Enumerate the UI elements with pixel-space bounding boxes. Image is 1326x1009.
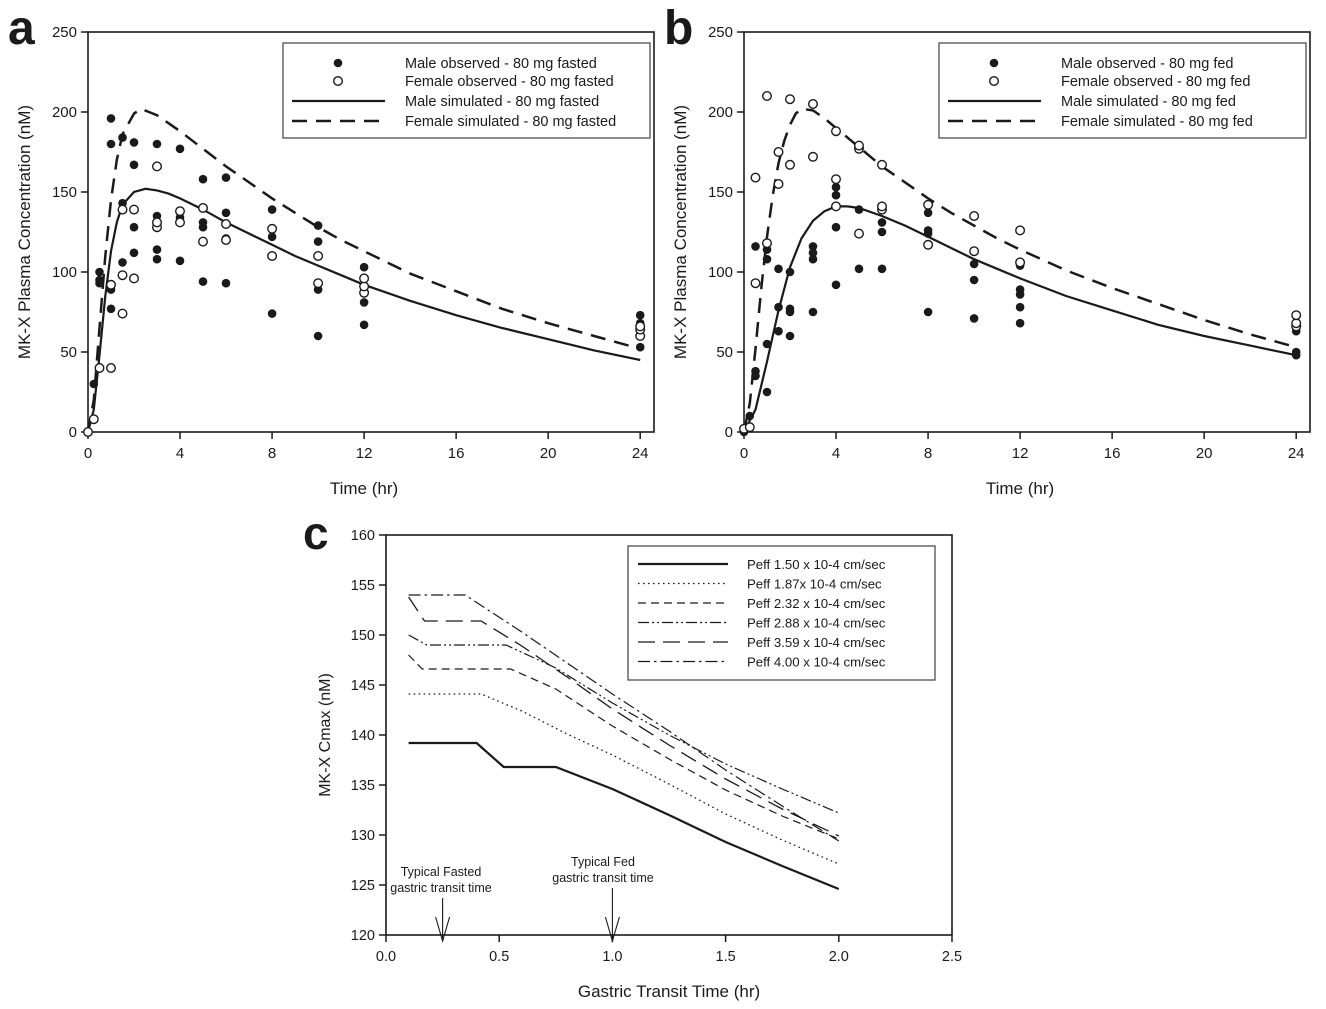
filled-circle [763, 255, 772, 264]
filled-circle [809, 308, 818, 317]
y-tick-label: 200 [51, 104, 77, 121]
y-tick-label: 125 [350, 878, 375, 894]
series-line [744, 109, 1296, 432]
filled-circle [360, 321, 369, 330]
filled-circle [90, 380, 99, 389]
filled-circle [153, 255, 162, 264]
filled-circle [970, 260, 979, 269]
open-circle [774, 180, 783, 189]
y-tick-label: 150 [350, 628, 375, 644]
y-tick-label: 0 [68, 424, 77, 441]
x-tick-label: 12 [1011, 445, 1029, 462]
open-circle [268, 252, 277, 261]
filled-circle [763, 388, 772, 397]
filled-circle [334, 59, 343, 68]
filled-circle [176, 257, 185, 266]
legend-label: Male simulated - 80 mg fed [1061, 94, 1236, 110]
legend [939, 43, 1306, 138]
open-circle [84, 428, 93, 437]
x-tick-label: 24 [631, 445, 649, 462]
open-circle [1016, 258, 1025, 267]
open-circle [763, 239, 772, 248]
y-tick-label: 50 [716, 344, 733, 361]
filled-circle [970, 276, 979, 285]
y-axis-title: MK-X Plasma Concentration (nM) [671, 104, 690, 360]
filled-circle [130, 249, 139, 258]
y-tick-label: 120 [350, 928, 375, 944]
legend-label: Male observed - 80 mg fasted [405, 56, 597, 72]
scatter-series [740, 183, 1301, 436]
open-circle [222, 236, 231, 245]
x-tick-label: 0.0 [375, 949, 397, 965]
legend-label: Male simulated - 80 mg fasted [405, 94, 600, 110]
open-circle [314, 252, 323, 261]
filled-circle [95, 276, 104, 285]
x-tick-label: 0 [83, 445, 93, 462]
series-line [409, 655, 839, 839]
open-circle [809, 153, 818, 162]
filled-circle [746, 412, 755, 421]
open-circle [153, 162, 162, 171]
open-circle [118, 309, 127, 318]
filled-circle [832, 191, 841, 200]
open-circle [924, 241, 933, 250]
legend [283, 43, 650, 138]
series-points [84, 114, 645, 436]
y-axis-title: MK-X Cmax (nM) [317, 673, 334, 797]
filled-circle [222, 209, 231, 218]
annotation-text: gastric transit time [552, 871, 654, 885]
filled-circle [314, 237, 323, 246]
panel-c [303, 507, 962, 1001]
filled-circle [118, 133, 127, 142]
filled-circle [878, 265, 887, 274]
panel-letter: c [303, 507, 329, 559]
legend-label: Peff 2.32 x 10-4 cm/sec [747, 596, 886, 611]
open-circle [924, 201, 933, 210]
panel-b [664, 2, 1310, 498]
scatter-series [740, 92, 1301, 433]
open-circle [153, 218, 162, 227]
y-tick-label: 135 [350, 778, 375, 794]
series-points [740, 92, 1301, 437]
open-circle [130, 274, 139, 283]
open-circle [751, 279, 760, 288]
open-circle [199, 204, 208, 213]
open-circle [786, 95, 795, 104]
open-circle [855, 229, 864, 238]
filled-circle [130, 223, 139, 232]
x-tick-label: 4 [831, 445, 841, 462]
open-circle [763, 92, 772, 101]
filled-circle [176, 145, 185, 154]
open-circle [832, 175, 841, 184]
open-circle [832, 127, 841, 136]
filled-circle [751, 242, 760, 251]
filled-circle [199, 175, 208, 184]
open-circle [314, 279, 323, 288]
y-tick-label: 250 [707, 24, 733, 41]
filled-circle [107, 140, 116, 149]
filled-circle [153, 140, 162, 149]
annotation [390, 865, 491, 941]
x-axis-title: Time (hr) [985, 479, 1055, 498]
x-tick-label: 20 [1195, 445, 1213, 462]
legend-label: Peff 1.50 x 10-4 cm/sec [747, 557, 886, 572]
x-tick-label: 16 [447, 445, 465, 462]
annotation-text: Typical Fasted [400, 865, 482, 879]
filled-circle [832, 281, 841, 290]
open-circle [990, 77, 999, 86]
open-circle [970, 247, 979, 256]
filled-circle [878, 228, 887, 237]
filled-circle [199, 277, 208, 286]
filled-circle [832, 223, 841, 232]
legend-label: Peff 1.87x 10-4 cm/sec [747, 576, 882, 592]
y-tick-label: 100 [51, 264, 77, 281]
x-tick-label: 1.5 [715, 949, 736, 965]
filled-circle [153, 245, 162, 254]
filled-circle [1016, 285, 1025, 294]
open-circle [746, 423, 755, 432]
filled-circle [774, 303, 783, 312]
legend-label: Peff 3.59 x 10-4 cm/sec [747, 635, 886, 650]
legend-label: Female simulated - 80 mg fasted [405, 114, 617, 130]
filled-circle [268, 205, 277, 214]
legend-label: Female observed - 80 mg fed [1061, 74, 1251, 90]
x-tick-label: 16 [1103, 445, 1121, 462]
x-tick-label: 12 [355, 445, 373, 462]
filled-circle [268, 309, 277, 318]
y-tick-label: 150 [51, 184, 77, 201]
y-tick-label: 0 [724, 424, 733, 441]
panel-letter: b [664, 2, 694, 55]
open-circle [107, 364, 116, 373]
filled-circle [130, 161, 139, 170]
filled-circle [786, 332, 795, 341]
legend-label: Male observed - 80 mg fed [1061, 56, 1234, 72]
filled-circle [751, 367, 760, 376]
filled-circle [786, 305, 795, 314]
y-tick-label: 160 [350, 528, 375, 544]
filled-circle [990, 59, 999, 68]
legend-label: Female simulated - 80 mg fed [1061, 114, 1253, 130]
filled-circle [118, 258, 127, 267]
open-circle [855, 141, 864, 150]
filled-circle [855, 265, 864, 274]
open-circle [176, 218, 185, 227]
x-tick-label: 2.0 [828, 949, 849, 965]
y-tick-label: 145 [350, 678, 375, 694]
open-circle [268, 225, 277, 234]
legend-label: Peff 2.88 x 10-4 cm/sec [747, 615, 886, 631]
open-circle [90, 415, 99, 424]
filled-circle [878, 218, 887, 227]
open-circle [360, 274, 369, 283]
filled-circle [1016, 303, 1025, 312]
filled-circle [199, 218, 208, 227]
open-circle [832, 202, 841, 211]
filled-circle [636, 343, 645, 352]
open-circle [1016, 226, 1025, 235]
filled-circle [924, 226, 933, 235]
x-tick-label: 8 [923, 445, 933, 462]
y-tick-label: 155 [350, 578, 375, 594]
filled-circle [970, 314, 979, 323]
series-lines [744, 109, 1296, 432]
x-tick-label: 2.5 [941, 949, 963, 965]
y-tick-label: 130 [350, 828, 375, 844]
open-circle [970, 212, 979, 221]
open-circle [1292, 311, 1301, 320]
filled-circle [222, 173, 231, 182]
x-tick-label: 1.0 [602, 949, 623, 965]
x-tick-label: 0.5 [489, 949, 510, 965]
filled-circle [107, 114, 116, 123]
filled-circle [1292, 348, 1301, 357]
open-circle [95, 364, 104, 373]
open-circle [222, 220, 231, 229]
series-line [88, 189, 640, 432]
open-circle [118, 271, 127, 280]
filled-circle [107, 305, 116, 314]
filled-circle [763, 340, 772, 349]
filled-circle [809, 242, 818, 251]
y-tick-label: 250 [51, 24, 77, 41]
filled-circle [360, 298, 369, 307]
open-circle [751, 173, 760, 182]
x-tick-label: 0 [739, 445, 749, 462]
filled-circle [130, 138, 139, 147]
open-circle [809, 100, 818, 109]
filled-circle [314, 332, 323, 341]
filled-circle [636, 311, 645, 320]
filled-circle [855, 205, 864, 214]
x-tick-label: 24 [1287, 445, 1305, 462]
y-tick-label: 50 [60, 344, 77, 361]
open-circle [774, 148, 783, 157]
x-tick-label: 4 [175, 445, 185, 462]
legend-label: Female observed - 80 mg fasted [405, 74, 614, 90]
filled-circle [1016, 319, 1025, 328]
y-tick-label: 200 [707, 104, 733, 121]
open-circle [786, 161, 795, 170]
open-circle [176, 207, 185, 216]
series-line [409, 694, 839, 864]
y-tick-label: 150 [707, 184, 733, 201]
open-circle [130, 205, 139, 214]
open-circle [334, 77, 343, 86]
legend [628, 546, 935, 680]
open-circle [118, 205, 127, 214]
x-tick-label: 8 [267, 445, 277, 462]
x-axis-title: Gastric Transit Time (hr) [577, 982, 761, 1001]
filled-circle [774, 265, 783, 274]
open-circle [107, 281, 116, 290]
panel-a [8, 2, 654, 498]
filled-circle [360, 263, 369, 272]
open-circle [636, 322, 645, 331]
annotation-text: gastric transit time [390, 881, 492, 895]
y-tick-label: 100 [707, 264, 733, 281]
annotation [552, 855, 653, 941]
panel-letter: a [8, 2, 35, 55]
x-axis-title: Time (hr) [329, 479, 399, 498]
open-circle [878, 161, 887, 170]
filled-circle [314, 221, 323, 230]
y-axis-title: MK-X Plasma Concentration (nM) [15, 104, 34, 360]
annotation-text: Typical Fed [571, 855, 635, 869]
filled-circle [222, 279, 231, 288]
filled-circle [774, 327, 783, 336]
filled-circle [786, 268, 795, 277]
y-tick-label: 140 [350, 728, 375, 744]
open-circle [878, 202, 887, 211]
filled-circle [924, 308, 933, 317]
open-circle [199, 237, 208, 246]
x-tick-label: 20 [539, 445, 557, 462]
legend-label: Peff 4.00 x 10-4 cm/sec [747, 654, 886, 670]
filled-circle [95, 268, 104, 277]
